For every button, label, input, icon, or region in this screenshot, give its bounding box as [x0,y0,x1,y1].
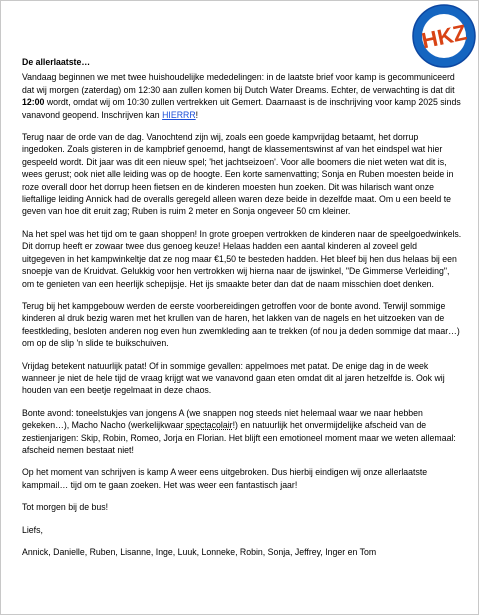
paragraph-preparations: Terug bij het kampgebouw werden de eerste voorbereidingen getroffen voor de bonte avond. Terwijl sommige kinderen al druk bezig waren met het krullen van de haren, het lakken van de nagels en het uitzoeken van de feestkleding, besloten anderen nog even hun zwemkleding aan te trekken (of nou ja deden sommige dat maar…) om op de slip 'n slide te buikschuiven. [22,300,460,349]
signup-link[interactable]: HIERRR [162,109,196,120]
spellcheck-word: spectacolair [185,420,233,431]
paragraph-closing: Op het moment van schrijven is kamp A weer eens uitgebroken. Dus hierbij eindigen wij onze allerlaatste kampmail… tijd om te gaan zoeken. Het was weer een fantastisch jaar! [22,467,428,490]
paragraph-fries: Vrijdag betekent natuurlijk patat! Of in sommige gevallen: appelmoes met patat. De enige dag in de week wanneer je niet de hele tijd de vraag krijgt wat we vanavond gaan eten omdat dit al jaren hetzelfde is. Ook wij houden van een beetje regelmaat in deze chaos. [22,360,445,396]
letter-title: De allerlaatste… [22,57,91,67]
paragraph-see-you: Tot morgen bij de bus! [22,502,109,513]
letter-body [22,56,462,568]
sign-off: Liefs, [22,524,43,535]
paragraph-announcements: Vandaag beginnen we met twee huishoudelijke mededelingen: in de laatste brief voor kamp is gecommuniceerd dat wij morgen (zaterdag) om 12:30 aan zullen komen bij Dutch Water Dreams. Echter, de verwachting is dat dit 12:00 wordt, omdat wij om 10:30 zullen vertrekken uit Gemert. Daarnaast is de inschrijving voor kamp 2025 sinds vanavond geopend. Inschrijven kan HIERRR! [22,72,461,120]
paragraph-hunting-game: Terug naar de orde van de dag. Vanochtend zijn wij, zoals een goede kampvrijdag betaamt, het dorrup ingedoken. Zoals gisteren in de kampbrief genoemd, hangt de klassementswinst af van het eindspel wat hier gespeeld wordt. Dit jaar was dit een nieuw spel; 'het jachtseizoen'. Voor alle boomers die niet weten wat dit is, wees gerust; ook niet alle leiding was op de hoogte. Een korte samenvatting; Sonja en Ruben moesten beide in roze overall door het dorrup heen fietsen en de kinderen moesten hun zoeken. Dit was hilarisch want onze lieftallige leiding Annick had de overalls geregeld alleen waren deze beide in dezelfde maat. Om u een beeld te geven van hoe dit eruit zag; Ruben is ruim 2 meter en Sonja ongeveer 50 cm kleiner. [22,132,454,217]
paragraph-shopping: Na het spel was het tijd om te gaan shoppen! In grote groepen vertrokken de kinderen naar de speelgoedwinkels. Dit dorrup heeft er zowaar twee dus genoeg keuze! Helaas hadden een aantal kinderen al zoveel geld uitgegeven in het kampwinkeltje dat ze nog maar €1,50 te besteden hadden. Het bleef bij hen dus helaas bij een snoepje van de Kruidvat. Gelukkig voor hen vertrokken wij hierna naar de ijswinkel, "De Gimmerse Verleiding", om te genieten van een heerlijk schepijsje. Het ijs smaakte beter dan dat de naam misschien doet denken. [22,228,462,289]
paragraph-bonte-avond: Bonte avond: toneelstukjes van jongens A (we snappen nog steeds niet helemaal waar we naar hebben gekeken…), Macho Nacho (werkelijkwaar spectacolair!) en natuurlijk het onvermijdelijke afscheid van de zestienjarigen: Skip, Robin, Romeo, Jorja en Florian. Het blijft een emotioneel moment maar we weten allemaal: afscheid nemen bestaat niet! [22,407,456,455]
signature-names: Annick, Danielle, Ruben, Lisanne, Inge, Luuk, Lonneke, Robin, Sonja, Jeffrey, Inger en Tom [22,547,377,557]
logo-initials: HKZ [419,19,469,54]
time-highlight: 12:00 [22,97,45,108]
